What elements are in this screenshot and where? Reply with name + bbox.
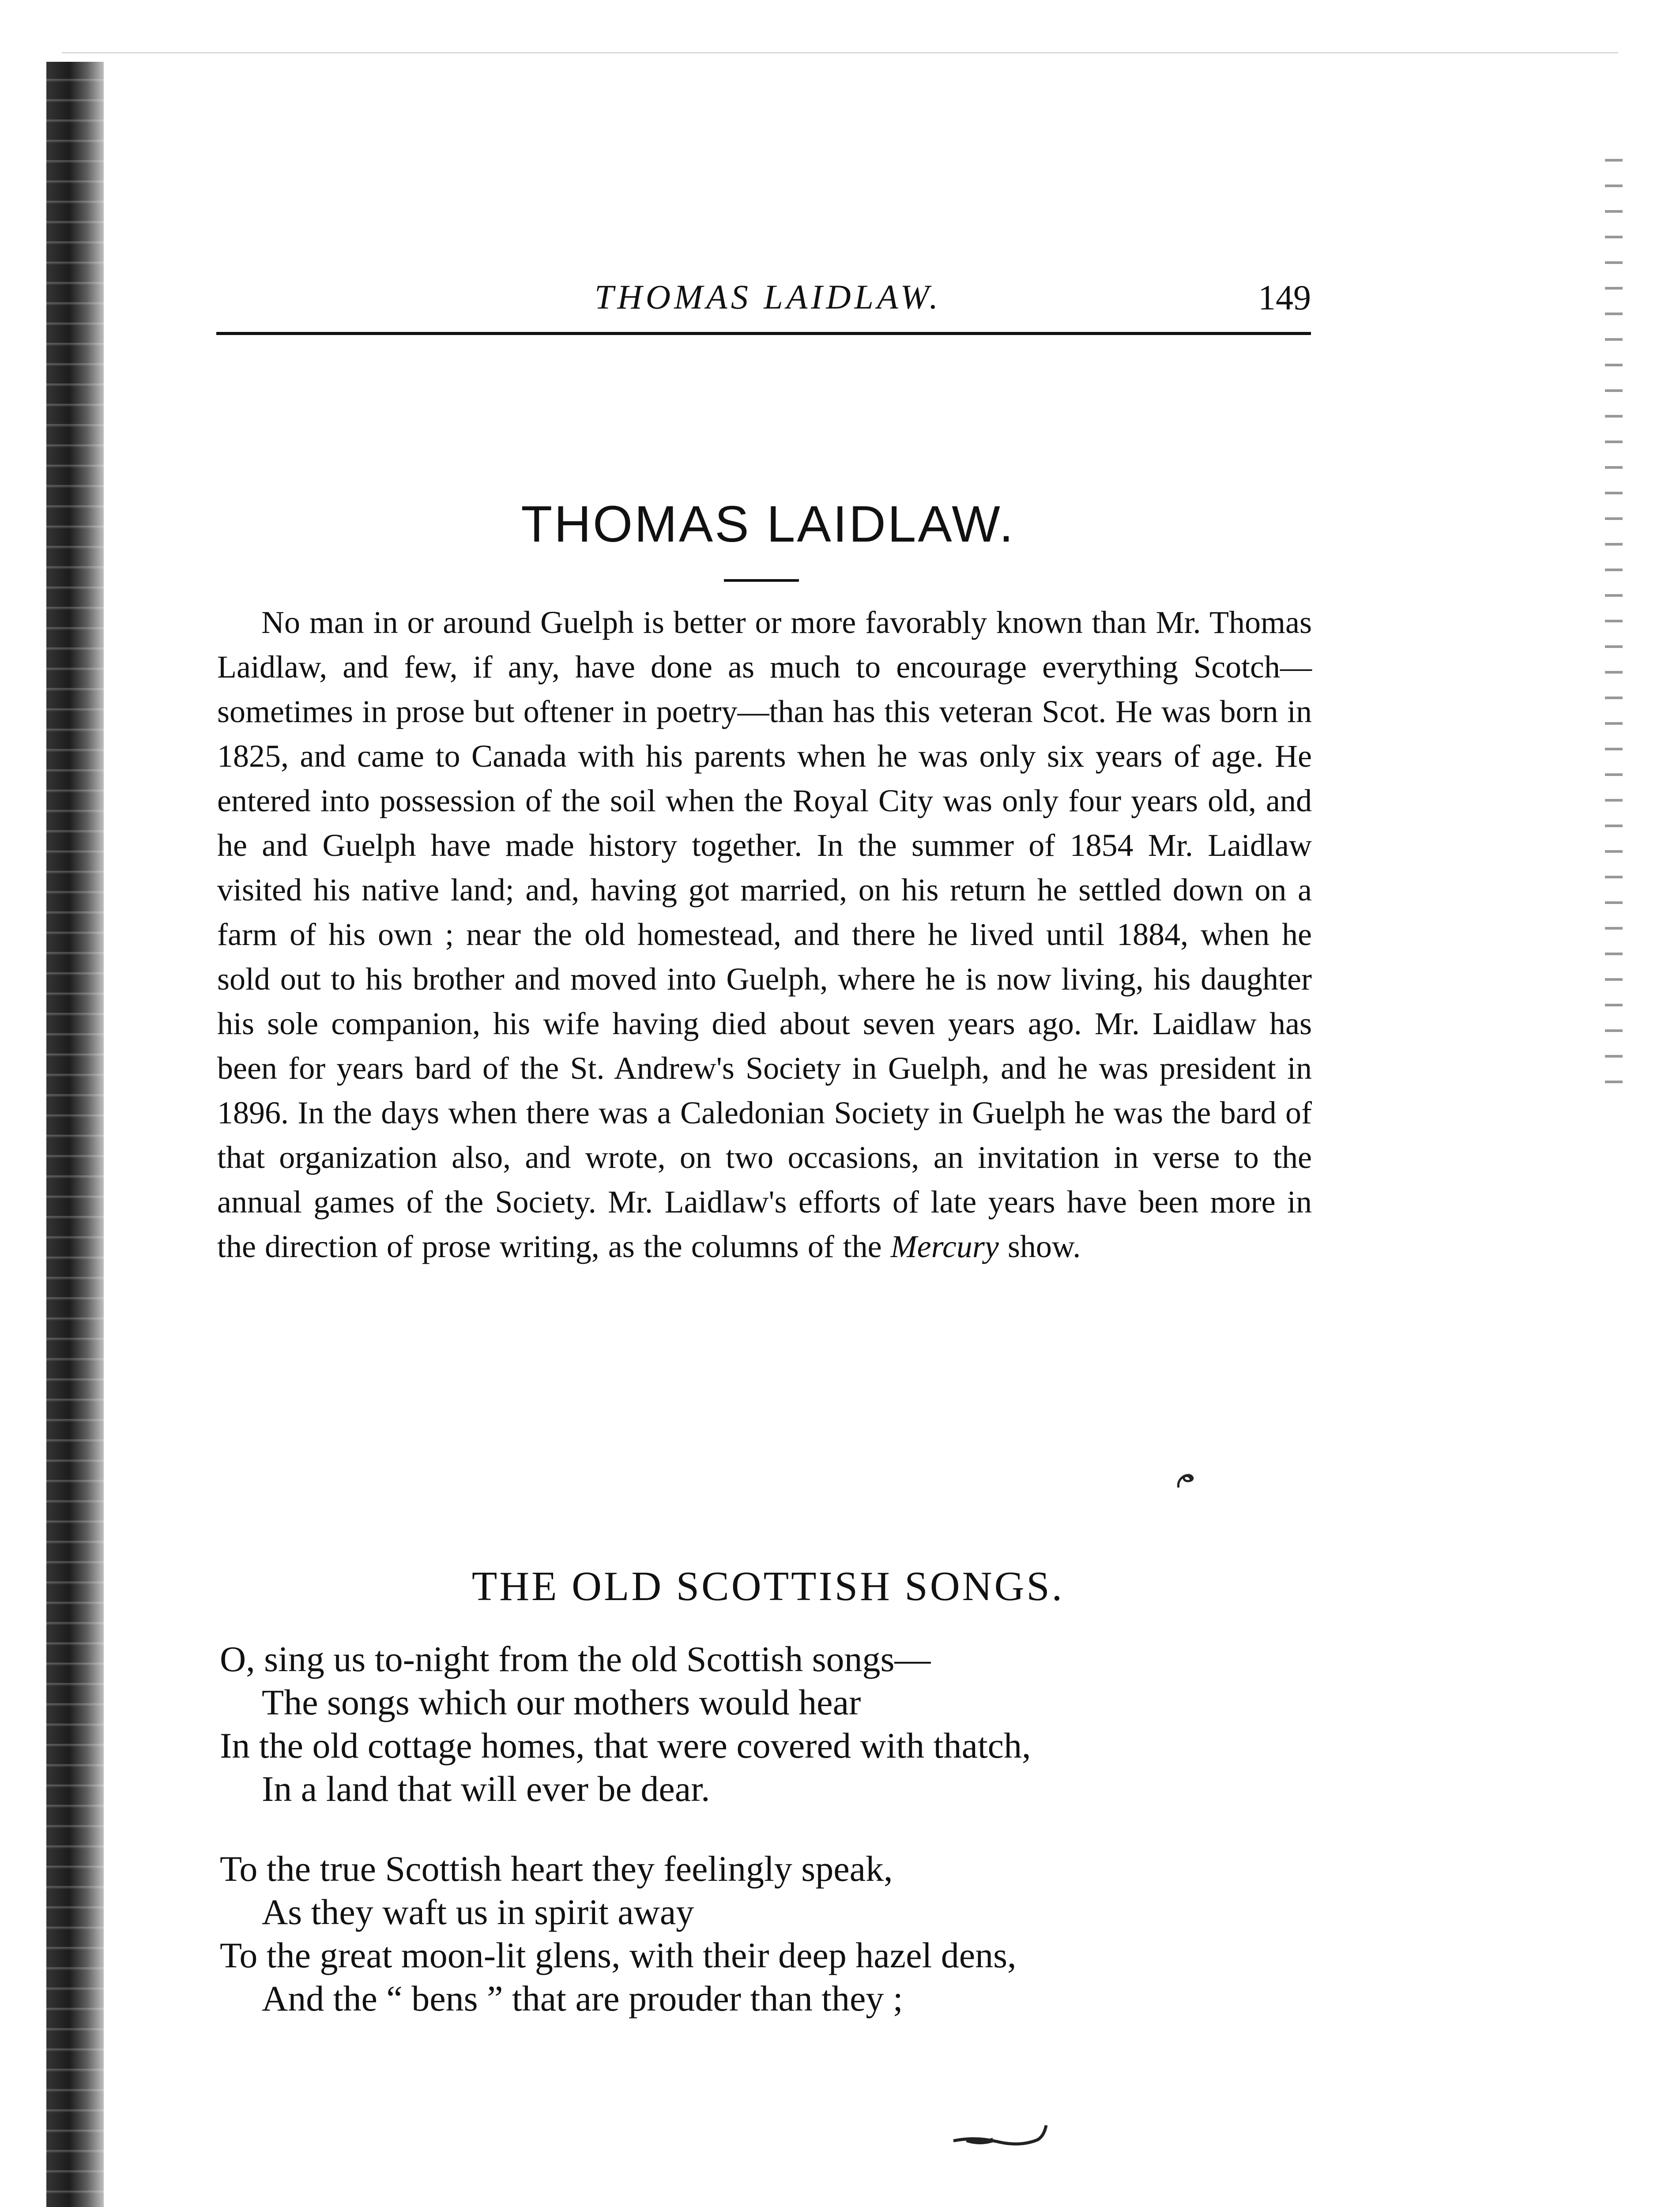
fleuron-ornament-icon xyxy=(1174,1470,1196,1492)
poem-line: The songs which our mothers would hear xyxy=(262,1682,861,1722)
poem-line: To the true Scottish heart they feelingly speak, xyxy=(220,1849,893,1889)
page-number: 149 xyxy=(1258,279,1311,317)
article-body xyxy=(217,600,1312,1269)
title-dash-divider xyxy=(724,579,799,582)
poem-line: O, sing us to-night from the old Scottish songs— xyxy=(220,1639,931,1679)
article-text: No man in or around Guelph is better or more favorably known than Mr. Thomas Laidlaw, and few, if any, have done as much to encourage everything Scotch—sometimes in prose but oftener in poetry—than has this veteran Scot. He was born in 1825, and came to Canada with his parents when he was only six years of age. He entered into possession of the soil when the Royal City was only four years old, and he and Guelph have made history together. In the summer of 1854 Mr. Laidlaw visited his native land; and, having got married, on his return he settled down on a farm of his own ; near the old homestead, and there he lived until 1884, when he sold out to his brother and moved into Guelph, where he is now living, his daughter his sole companion, his wife having died about seven years ago. Mr. Laidlaw has been for years bard of the St. Andrew's Society in Guelph, and he was president in 1896. In the days when there was a Caledonian Society in Guelph he was the bard of that organization also, and wrote, on two occasions, an invitation in verse to the annual games of the Society. Mr. Laidlaw's efforts of late years have been more in the direction of prose writing, as the columns of the xyxy=(217,605,1312,1264)
poem-title: THE OLD SCOTTISH SONGS. xyxy=(471,1563,1065,1609)
scan-speckle-margin xyxy=(1605,159,1623,1086)
poem-stanza-1 xyxy=(220,1638,1323,1811)
poem-line: And the “ bens ” that are prouder than they ; xyxy=(262,1978,903,2019)
poem-line: To the great moon-lit glens, with their deep hazel dens, xyxy=(220,1935,1017,1975)
running-header xyxy=(216,269,1320,318)
book-binding-edge xyxy=(46,62,104,2207)
poem-stanza-2 xyxy=(220,1847,1323,2020)
article-text-end: show. xyxy=(998,1229,1081,1264)
header-rule xyxy=(216,332,1311,335)
article-title: THOMAS LAIDLAW. xyxy=(521,495,1015,553)
ink-scribble-mark xyxy=(949,2123,1051,2154)
poem-line: In the old cottage homes, that were covered with thatch, xyxy=(220,1725,1031,1766)
poem-line: In a land that will ever be dear. xyxy=(262,1769,710,1809)
poem-line: As they waft us in spirit away xyxy=(262,1892,694,1932)
running-header-title: THOMAS LAIDLAW. xyxy=(595,278,942,316)
article-italic-mercury: Mercury xyxy=(890,1229,999,1264)
scan-top-edge xyxy=(62,52,1618,53)
